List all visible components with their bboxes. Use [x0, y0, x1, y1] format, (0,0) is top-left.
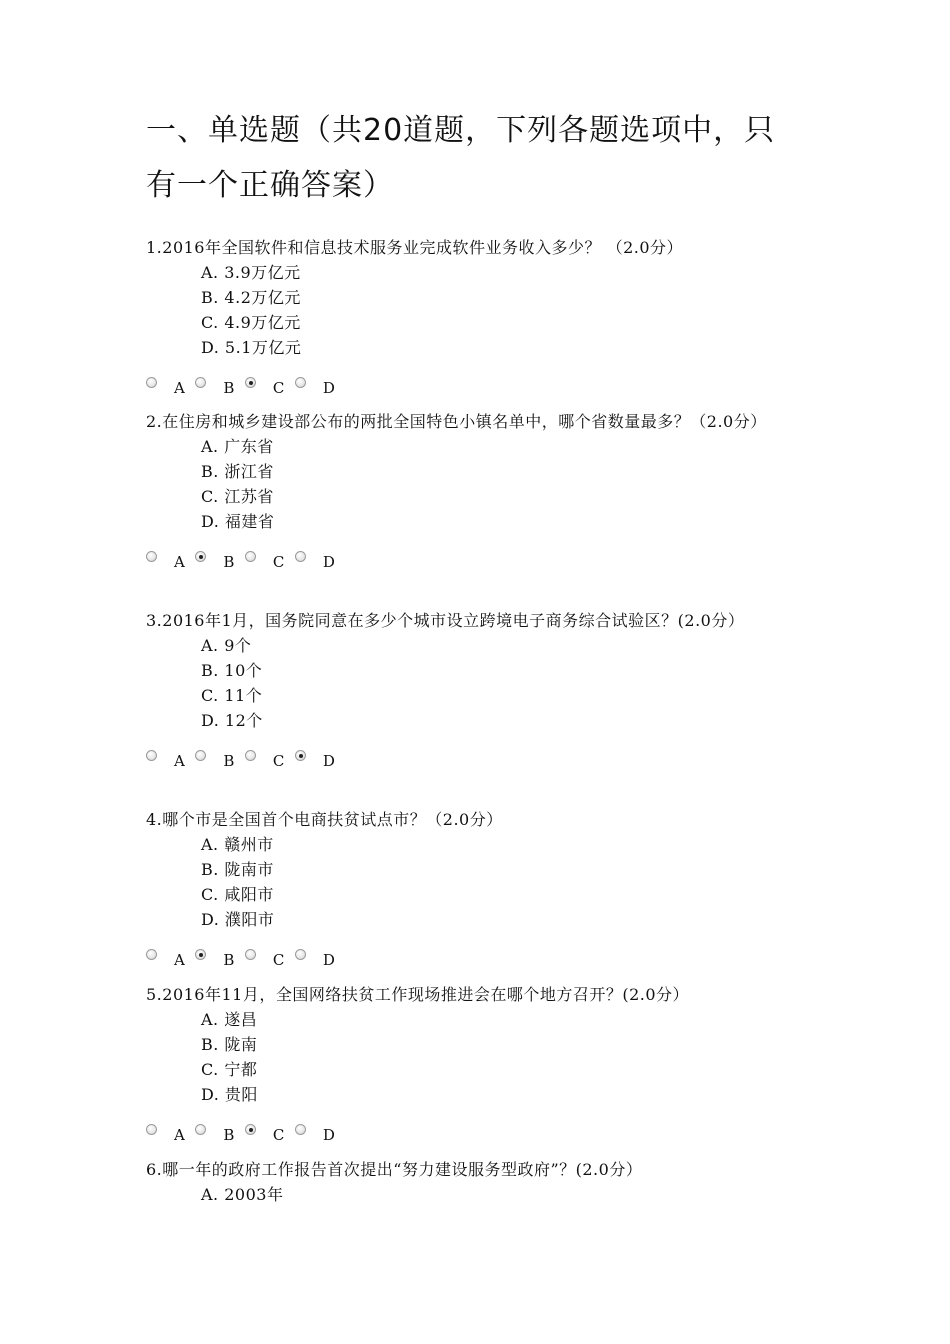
radio-checked-icon[interactable] [195, 949, 206, 960]
option-a: A. 9个 [201, 636, 252, 655]
radio-circle-icon[interactable] [195, 1124, 206, 1135]
radio-label: D [322, 1126, 336, 1144]
radio-checked-icon[interactable] [295, 750, 306, 761]
question-text: 5.2016年11月，全国网络扶贫工作现场推进会在哪个地方召开？(2.0分） [146, 985, 690, 1004]
radio-d[interactable] [295, 1124, 336, 1145]
answer-radio-group [146, 546, 816, 572]
radio-circle-icon[interactable] [295, 1124, 306, 1135]
radio-checked-icon[interactable] [245, 1124, 256, 1135]
option-b: B. 陇南市 [201, 860, 274, 879]
radio-a[interactable] [146, 1124, 185, 1145]
radio-b[interactable] [195, 551, 235, 572]
radio-label: B [223, 553, 235, 571]
option-d: D. 濮阳市 [201, 910, 275, 929]
radio-label: B [223, 1126, 235, 1144]
radio-circle-icon[interactable] [146, 1124, 157, 1135]
radio-c[interactable] [245, 949, 285, 970]
question-text: 3.2016年1月，国务院同意在多少个城市设立跨境电子商务综合试验区？(2.0分） [146, 611, 745, 630]
option-c: C. 11个 [201, 686, 263, 705]
answer-radio-group [146, 745, 816, 771]
radio-a[interactable] [146, 377, 185, 398]
radio-b[interactable] [195, 949, 235, 970]
question-text: 2.在住房和城乡建设部公布的两批全国特色小镇名单中，哪个省数量最多？（2.0分） [146, 412, 767, 431]
radio-label: C [272, 379, 285, 397]
option-d: D. 福建省 [201, 512, 275, 531]
radio-circle-icon[interactable] [146, 377, 157, 388]
question-text: 4.哪个市是全国首个电商扶贫试点市？（2.0分） [146, 810, 503, 829]
radio-c[interactable] [245, 1124, 285, 1145]
radio-circle-icon[interactable] [295, 949, 306, 960]
option-a: A. 3.9万亿元 [201, 263, 301, 282]
radio-circle-icon[interactable] [146, 551, 157, 562]
option-b: B. 陇南 [201, 1035, 258, 1054]
radio-d[interactable] [295, 750, 336, 771]
option-a: A. 广东省 [201, 437, 274, 456]
question-5 [146, 982, 816, 1145]
radio-circle-icon[interactable] [146, 750, 157, 761]
radio-label: C [272, 1126, 285, 1144]
radio-d[interactable] [295, 551, 336, 572]
radio-circle-icon[interactable] [245, 949, 256, 960]
question-6 [146, 1157, 816, 1207]
radio-b[interactable] [195, 750, 235, 771]
radio-circle-icon[interactable] [245, 750, 256, 761]
radio-b[interactable] [195, 1124, 235, 1145]
question-1 [146, 235, 816, 398]
radio-label: D [322, 379, 336, 397]
answer-radio-group [146, 944, 816, 970]
radio-a[interactable] [146, 551, 185, 572]
radio-label: D [322, 951, 336, 969]
radio-d[interactable] [295, 377, 336, 398]
radio-c[interactable] [245, 750, 285, 771]
option-b: B. 4.2万亿元 [201, 288, 301, 307]
radio-label: A [174, 379, 186, 397]
option-b: B. 10个 [201, 661, 263, 680]
radio-checked-icon[interactable] [245, 377, 256, 388]
radio-label: B [223, 752, 235, 770]
radio-label: B [223, 951, 235, 969]
option-a: A. 遂昌 [201, 1010, 258, 1029]
radio-a[interactable] [146, 750, 185, 771]
option-d: D. 贵阳 [201, 1085, 258, 1104]
radio-a[interactable] [146, 949, 185, 970]
radio-circle-icon[interactable] [146, 949, 157, 960]
radio-label: A [174, 951, 186, 969]
radio-label: C [272, 553, 285, 571]
radio-b[interactable] [195, 377, 235, 398]
answer-radio-group [146, 1119, 816, 1145]
radio-label: A [174, 553, 186, 571]
option-c: C. 咸阳市 [201, 885, 274, 904]
radio-label: C [272, 752, 285, 770]
radio-circle-icon[interactable] [295, 551, 306, 562]
radio-circle-icon[interactable] [295, 377, 306, 388]
option-d: D. 5.1万亿元 [201, 338, 302, 357]
radio-label: D [322, 752, 336, 770]
option-a: A. 赣州市 [201, 835, 274, 854]
option-c: C. 4.9万亿元 [201, 313, 301, 332]
option-a: A. 2003年 [201, 1185, 284, 1204]
question-text: 1.2016年全国软件和信息技术服务业完成软件业务收入多少？ （2.0分） [146, 238, 684, 257]
radio-label: C [272, 951, 285, 969]
radio-circle-icon[interactable] [195, 377, 206, 388]
question-3 [146, 608, 816, 771]
section-title: 一、单选题（共20道题，下列各题选项中，只有一个正确答案） [146, 113, 776, 203]
question-text: 6.哪一年的政府工作报告首次提出“努力建设服务型政府”？(2.0分） [146, 1160, 643, 1179]
question-2 [146, 409, 816, 572]
radio-label: A [174, 752, 186, 770]
option-c: C. 宁都 [201, 1060, 258, 1079]
radio-c[interactable] [245, 377, 285, 398]
option-b: B. 浙江省 [201, 462, 274, 481]
answer-radio-group [146, 372, 816, 398]
radio-circle-icon[interactable] [195, 750, 206, 761]
option-d: D. 12个 [201, 711, 263, 730]
radio-c[interactable] [245, 551, 285, 572]
radio-label: A [174, 1126, 186, 1144]
radio-d[interactable] [295, 949, 336, 970]
radio-label: B [223, 379, 235, 397]
question-4 [146, 807, 816, 970]
option-c: C. 江苏省 [201, 487, 274, 506]
radio-circle-icon[interactable] [245, 551, 256, 562]
radio-label: D [322, 553, 336, 571]
radio-checked-icon[interactable] [195, 551, 206, 562]
